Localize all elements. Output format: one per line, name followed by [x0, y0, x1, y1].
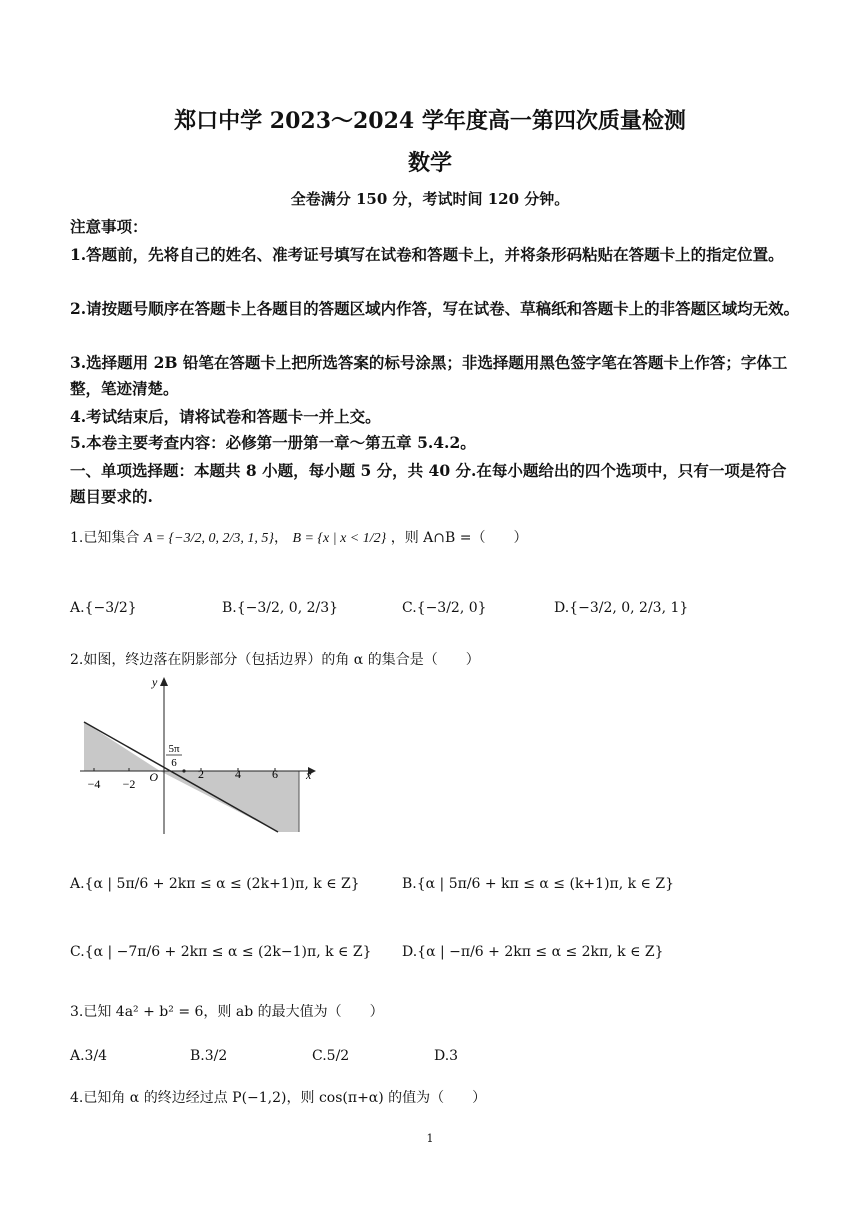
- q1-option-a: A.{−3/2}: [70, 600, 137, 616]
- shaded-region-right: [160, 771, 299, 832]
- section-heading: 一、单项选择题：本题共 8 小题，每小题 5 分，共 40 分.在每小题给出的四个选项中，只有一项是符合题目要求的.: [70, 461, 787, 506]
- notice-heading: 注意事项：: [70, 217, 148, 236]
- q1-suffix: ，则 A∩B =（ ）: [390, 530, 528, 546]
- q1-set-b: B = {x | x < 1/2}: [292, 531, 387, 546]
- x-tick-label: −2: [122, 777, 136, 791]
- notice-item-3: 3.选择题用 2B 铅笔在答题卡上把所选答案的标号涂黑；非选择题用黑色签字笔在答题卡上作答；字体工整，笔迹清楚。: [70, 353, 788, 398]
- notice-item-5: 5.本卷主要考查内容：必修第一册第一章～第五章 5.4.2。: [70, 433, 476, 452]
- q1-option-d: D.{−3/2, 0, 2/3, 1}: [554, 600, 689, 616]
- question-2-stem: 2.如图，终边落在阴影部分（包括边界）的角 α 的集合是（ ）: [70, 652, 480, 668]
- notice-item-1: 1.答题前，先将自己的姓名、准考证号填写在试卷和答题卡上，并将条形码粘贴在答题卡上的指定位置。: [70, 245, 784, 264]
- q2-option-c: C.{α | −7π/6 + 2kπ ≤ α ≤ (2k−1)π, k ∈ Z}: [70, 944, 372, 960]
- x-tick-label: 4: [235, 767, 241, 781]
- origin-label: O: [149, 770, 158, 784]
- q3-option-d: D.3: [434, 1048, 459, 1064]
- q3-option-b: B.3/2: [190, 1048, 228, 1064]
- q2-option-a: A.{α | 5π/6 + 2kπ ≤ α ≤ (2k+1)π, k ∈ Z}: [70, 876, 360, 892]
- angle-label-denominator: 6: [171, 757, 177, 769]
- notice-item-4: 4.考试结束后，请将试卷和答题卡一并上交。: [70, 407, 381, 426]
- shaded-region-left: [84, 722, 160, 771]
- q2-option-b: B.{α | 5π/6 + kπ ≤ α ≤ (k+1)π, k ∈ Z}: [402, 876, 675, 892]
- question-4-stem: 4.已知角 α 的终边经过点 P(−1,2)，则 cos(π+α) 的值为（ ）: [70, 1090, 487, 1106]
- q1-prefix: 1.已知集合: [70, 530, 140, 546]
- q1-set-a: A = {−3/2, 0, 2/3, 1, 5}: [143, 531, 274, 546]
- page-number: 1: [426, 1132, 434, 1145]
- q1-option-c: C.{−3/2, 0}: [402, 600, 487, 616]
- question-3-stem: 3.已知 4a² + b² = 6，则 ab 的最大值为（ ）: [70, 1004, 384, 1020]
- exam-info: 全卷满分 150 分，考试时间 120 分钟。: [290, 190, 570, 208]
- q1-option-b: B.{−3/2, 0, 2/3}: [222, 600, 339, 616]
- x-axis-label: x: [306, 768, 312, 782]
- angle-figure: [80, 674, 320, 836]
- angle-label-numerator: 5π: [168, 743, 180, 755]
- x-tick-label: 2: [198, 767, 204, 781]
- q3-option-c: C.5/2: [312, 1048, 350, 1064]
- q2-option-d: D.{α | −π/6 + 2kπ ≤ α ≤ 2kπ, k ∈ Z}: [402, 944, 664, 960]
- q3-option-a: A.3/4: [70, 1048, 108, 1064]
- y-axis-label: y: [152, 675, 158, 689]
- question-1: 1.已知集合 A = {−3/2, 0, 2/3, 1, 5}， B = {x | x < 1/2} ，则 A∩B =（ ）: [70, 530, 528, 546]
- notice-item-2: 2.请按题号顺序在答题卡上各题目的答题区域内作答，写在试卷、草稿纸和答题卡上的非答题区域均无效。: [70, 299, 800, 318]
- x-tick-label: 6: [272, 767, 278, 781]
- exam-title: 郑口中学 2023～2024 学年度高一第四次质量检测: [174, 108, 686, 134]
- x-tick-label: −4: [87, 777, 101, 791]
- y-axis-arrow: [160, 677, 168, 686]
- subject-title: 数学: [407, 150, 452, 176]
